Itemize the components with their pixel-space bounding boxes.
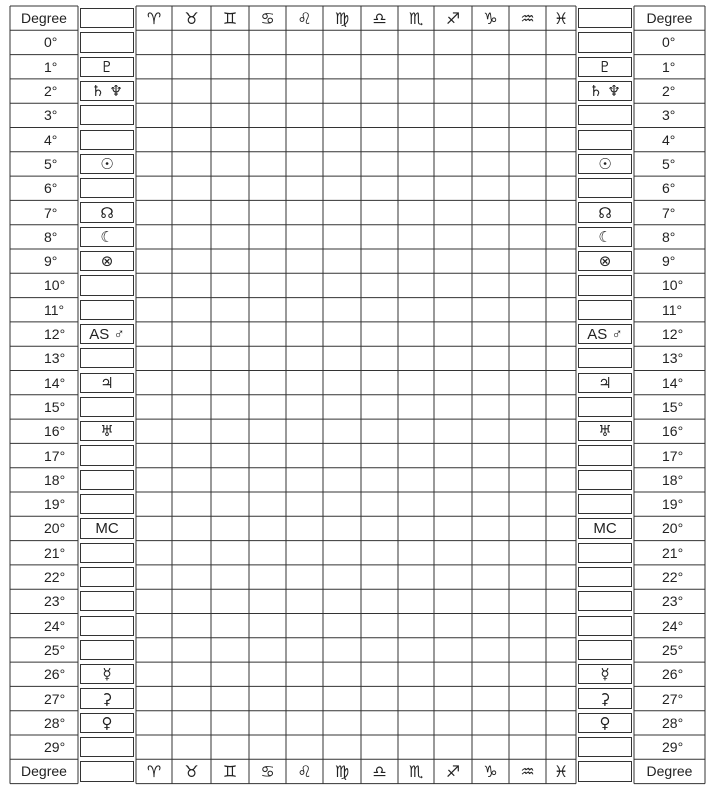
part-of-fortune-icon-right: ⊗	[598, 252, 612, 271]
degree-label-right: 19°	[662, 496, 684, 513]
degree-label-right: 8°	[662, 228, 676, 245]
degree-label-right: 16°	[662, 423, 684, 440]
pluto-icon-right: ♇	[598, 57, 612, 76]
planet-box-left	[80, 591, 134, 611]
header-degree-label-right: Degree	[646, 10, 693, 27]
degree-label-right: 29°	[662, 739, 684, 756]
venus-icon-left: ♀	[101, 713, 113, 732]
planet-box-right	[578, 591, 632, 611]
footer-virgo-icon: ♍︎	[334, 761, 350, 781]
degree-label-left: 19°	[44, 496, 66, 513]
degree-label-right: 22°	[662, 569, 684, 586]
degree-label-left: 29°	[44, 739, 66, 756]
planet-box-left	[80, 130, 134, 150]
degree-label-left: 7°	[44, 204, 58, 221]
degree-label-left: 16°	[44, 423, 66, 440]
footer-capricorn-icon: ♑︎	[483, 761, 498, 781]
mercury-icon-right: ☿	[600, 665, 610, 684]
planet-box-left	[80, 32, 134, 52]
saturn-neptune-icon-left: ♄ ♆	[91, 82, 123, 101]
degree-label-right: 9°	[662, 253, 676, 270]
jupiter-icon-right: ♃	[598, 373, 612, 392]
part-of-fortune-icon-left: ⊗	[100, 252, 114, 271]
header-virgo-icon: ♍︎	[334, 8, 350, 28]
header-pisces-icon: ♓︎	[553, 8, 569, 28]
footer-taurus-icon: ♉︎	[184, 761, 199, 781]
footer-gemini-icon: ♊︎	[222, 761, 238, 781]
planet-box-right	[578, 105, 632, 125]
degree-label-right: 27°	[662, 690, 684, 707]
planet-box-right	[578, 32, 632, 52]
degree-label-left: 1°	[44, 58, 58, 75]
degree-label-right: 25°	[662, 641, 684, 658]
degree-label-left: 13°	[44, 350, 66, 367]
footer-leo-icon: ♌︎	[297, 761, 312, 781]
header-gemini-icon: ♊︎	[222, 8, 238, 28]
degree-label-right: 15°	[662, 398, 684, 415]
footer-aquarius-icon: ♒︎	[520, 761, 535, 781]
saturn-neptune-icon-right: ♄ ♆	[589, 82, 621, 101]
planet-box-left	[80, 543, 134, 563]
degree-label-left: 14°	[44, 374, 66, 391]
degree-label-left: 22°	[44, 569, 66, 586]
footer-degree-label-left: Degree	[21, 763, 67, 780]
degree-label-right: 18°	[662, 471, 684, 488]
header-libra-icon: ♎︎	[372, 8, 387, 28]
degree-label-left: 23°	[44, 593, 66, 610]
venus-icon-right: ♀	[599, 713, 611, 732]
planet-box-left	[80, 737, 134, 757]
degree-label-right: 14°	[662, 374, 684, 391]
header-degree-label-left: Degree	[21, 10, 67, 27]
header-capricorn-icon: ♑︎	[483, 8, 498, 28]
midheaven-label-right: MC	[593, 519, 617, 537]
planet-box-left	[80, 640, 134, 660]
sun-icon-left: ☉	[100, 154, 114, 173]
degree-label-left: 17°	[44, 447, 66, 464]
ceres-icon-right: ⚳	[599, 689, 611, 708]
planet-box-left	[80, 445, 134, 465]
header-scorpio-icon: ♏︎	[408, 8, 424, 28]
sun-icon-right: ☉	[598, 154, 612, 173]
degree-label-right: 26°	[662, 666, 684, 683]
degree-label-right: 3°	[662, 107, 676, 124]
header-taurus-icon: ♉︎	[184, 8, 199, 28]
planet-box-right	[578, 737, 632, 757]
degree-label-left: 0°	[44, 34, 58, 51]
planet-box-left	[80, 8, 134, 28]
planet-box-left	[80, 275, 134, 295]
degree-label-left: 27°	[44, 690, 66, 707]
planet-box-right	[578, 470, 632, 490]
degree-label-left: 10°	[44, 277, 66, 294]
planet-box-right	[578, 178, 632, 198]
planet-box-right	[578, 445, 632, 465]
ascendant-mars-icon-right: AS ♂	[587, 325, 623, 343]
degree-label-left: 18°	[44, 471, 66, 488]
degree-label-left: 21°	[44, 544, 66, 561]
degree-label-left: 20°	[44, 520, 66, 537]
degree-label-left: 12°	[44, 326, 66, 343]
degree-label-right: 11°	[662, 301, 683, 318]
midheaven-label-left: MC	[95, 519, 119, 537]
degree-label-right: 12°	[662, 326, 684, 343]
degree-label-right: 5°	[662, 155, 676, 172]
planet-box-right	[578, 494, 632, 514]
header-leo-icon: ♌︎	[297, 8, 312, 28]
degree-label-left: 5°	[44, 155, 58, 172]
degree-label-left: 8°	[44, 228, 58, 245]
mercury-icon-left: ☿	[102, 665, 112, 684]
header-sagittarius-icon: ♐︎	[445, 8, 461, 28]
degree-label-right: 0°	[662, 34, 676, 51]
degree-label-left: 26°	[44, 666, 66, 683]
planet-box-right	[578, 543, 632, 563]
planet-box-left	[80, 397, 134, 417]
planet-box-left	[80, 567, 134, 587]
north-node-icon-right: ☊	[598, 203, 612, 222]
planet-box-left	[80, 300, 134, 320]
degree-label-right: 23°	[662, 593, 684, 610]
footer-degree-label-right: Degree	[646, 763, 693, 780]
planet-box-left	[80, 761, 134, 781]
degree-label-left: 15°	[44, 398, 66, 415]
planet-box-right	[578, 300, 632, 320]
degree-label-right: 20°	[662, 520, 684, 537]
ascendant-mars-icon-left: AS ♂	[89, 325, 125, 343]
header-cancer-icon: ♋︎	[260, 8, 275, 28]
degree-label-left: 4°	[44, 131, 58, 148]
north-node-icon-left: ☊	[100, 203, 114, 222]
planet-box-left	[80, 470, 134, 490]
planet-box-right	[578, 275, 632, 295]
moon-icon-left: ☾	[100, 227, 114, 246]
footer-pisces-icon: ♓︎	[553, 761, 569, 781]
degree-label-right: 4°	[662, 131, 676, 148]
pluto-icon-left: ♇	[100, 57, 114, 76]
footer-cancer-icon: ♋︎	[260, 761, 275, 781]
planet-box-left	[80, 178, 134, 198]
header-aries-icon: ♈︎	[146, 8, 162, 28]
degree-label-right: 13°	[662, 350, 684, 367]
uranus-icon-left: ♅	[100, 422, 114, 441]
planet-box-left	[80, 616, 134, 636]
planet-box-right	[578, 348, 632, 368]
moon-icon-right: ☾	[598, 227, 612, 246]
degree-label-left: 25°	[44, 641, 66, 658]
degree-label-right: 2°	[662, 83, 676, 100]
degree-label-right: 1°	[662, 58, 676, 75]
degree-label-right: 21°	[662, 544, 684, 561]
footer-scorpio-icon: ♏︎	[408, 761, 424, 781]
footer-aries-icon: ♈︎	[146, 761, 162, 781]
uranus-icon-right: ♅	[598, 422, 612, 441]
planet-box-left	[80, 494, 134, 514]
footer-sagittarius-icon: ♐︎	[445, 761, 461, 781]
planet-box-right	[578, 616, 632, 636]
degree-label-left: 3°	[44, 107, 58, 124]
degree-label-left: 28°	[44, 714, 66, 731]
planet-box-right	[578, 8, 632, 28]
footer-libra-icon: ♎︎	[372, 761, 387, 781]
planet-box-left	[80, 105, 134, 125]
degree-label-left: 11°	[44, 301, 65, 318]
header-aquarius-icon: ♒︎	[520, 8, 535, 28]
degree-label-right: 7°	[662, 204, 676, 221]
degree-label-left: 24°	[44, 617, 66, 634]
planet-box-right	[578, 640, 632, 660]
degree-label-right: 24°	[662, 617, 684, 634]
degree-label-right: 28°	[662, 714, 684, 731]
planet-box-right	[578, 130, 632, 150]
planet-box-left	[80, 348, 134, 368]
degree-label-left: 9°	[44, 253, 58, 270]
degree-label-right: 17°	[662, 447, 684, 464]
planet-box-right	[578, 567, 632, 587]
planet-box-right	[578, 761, 632, 781]
degree-label-left: 2°	[44, 83, 58, 100]
ceres-icon-left: ⚳	[101, 689, 113, 708]
degree-label-left: 6°	[44, 180, 58, 197]
degree-label-right: 10°	[662, 277, 684, 294]
jupiter-icon-left: ♃	[100, 373, 114, 392]
planet-box-right	[578, 397, 632, 417]
degree-label-right: 6°	[662, 180, 676, 197]
